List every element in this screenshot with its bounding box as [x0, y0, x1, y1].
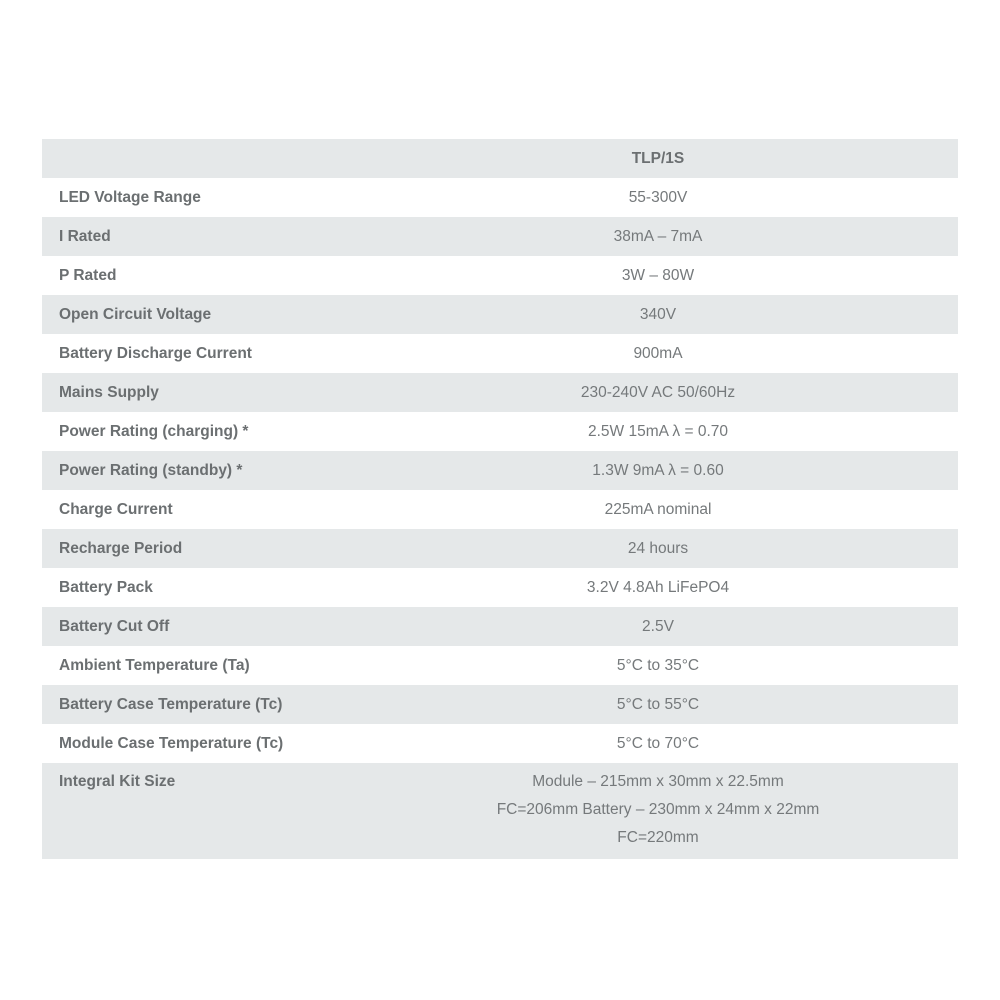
- spec-table-body: [42, 178, 958, 859]
- table-row: [42, 763, 958, 859]
- spec-label: Integral Kit Size: [42, 763, 358, 859]
- table-row: [42, 724, 958, 763]
- table-row: [42, 490, 958, 529]
- spec-value: 1.3W 9mA λ = 0.60: [358, 451, 958, 490]
- table-row: [42, 451, 958, 490]
- spec-value: 24 hours: [358, 529, 958, 568]
- table-row: [42, 334, 958, 373]
- spec-value: Module – 215mm x 30mm x 22.5mm FC=206mm Battery – 230mm x 24mm x 22mm FC=220mm: [496, 773, 820, 846]
- spec-value: 55-300V: [358, 178, 958, 217]
- table-row: [42, 685, 958, 724]
- spec-label: P Rated: [42, 256, 358, 295]
- spec-value: 225mA nominal: [358, 490, 958, 529]
- table-row: [42, 178, 958, 217]
- spec-value: 2.5V: [358, 607, 958, 646]
- spec-label: Ambient Temperature (Ta): [42, 646, 358, 685]
- table-row: [42, 607, 958, 646]
- spec-value: 2.5W 15mA λ = 0.70: [358, 412, 958, 451]
- spec-value: 340V: [358, 295, 958, 334]
- spec-value: 3.2V 4.8Ah LiFePO4: [358, 568, 958, 607]
- spec-label: Battery Pack: [42, 568, 358, 607]
- spec-label: Battery Case Temperature (Tc): [42, 685, 358, 724]
- header-model-cell: TLP/1S: [358, 139, 958, 178]
- table-row: [42, 295, 958, 334]
- spec-label: LED Voltage Range: [42, 178, 358, 217]
- spec-label: Open Circuit Voltage: [42, 295, 358, 334]
- spec-label: Module Case Temperature (Tc): [42, 724, 358, 763]
- header-row: [42, 139, 958, 178]
- table-row: [42, 256, 958, 295]
- spec-value: 3W – 80W: [358, 256, 958, 295]
- spec-label: Battery Cut Off: [42, 607, 358, 646]
- spec-label: Mains Supply: [42, 373, 358, 412]
- table-row: [42, 529, 958, 568]
- table-row: [42, 217, 958, 256]
- table-row: [42, 412, 958, 451]
- table-row: [42, 568, 958, 607]
- spec-label: Recharge Period: [42, 529, 358, 568]
- spec-label: I Rated: [42, 217, 358, 256]
- table-row: [42, 646, 958, 685]
- spec-value: 230-240V AC 50/60Hz: [358, 373, 958, 412]
- spec-label: Charge Current: [42, 490, 358, 529]
- spec-table: [42, 139, 958, 859]
- spec-value: 5°C to 70°C: [358, 724, 958, 763]
- spec-label: Battery Discharge Current: [42, 334, 358, 373]
- header-label-cell: [42, 139, 358, 178]
- spec-value: 5°C to 55°C: [358, 685, 958, 724]
- spec-label: Power Rating (charging) *: [42, 412, 358, 451]
- table-row: [42, 373, 958, 412]
- spec-table-header: [42, 139, 958, 178]
- spec-value: 900mA: [358, 334, 958, 373]
- spec-label: Power Rating (standby) *: [42, 451, 358, 490]
- spec-value: 38mA – 7mA: [358, 217, 958, 256]
- spec-value-cell: [358, 763, 958, 859]
- spec-value: 5°C to 35°C: [358, 646, 958, 685]
